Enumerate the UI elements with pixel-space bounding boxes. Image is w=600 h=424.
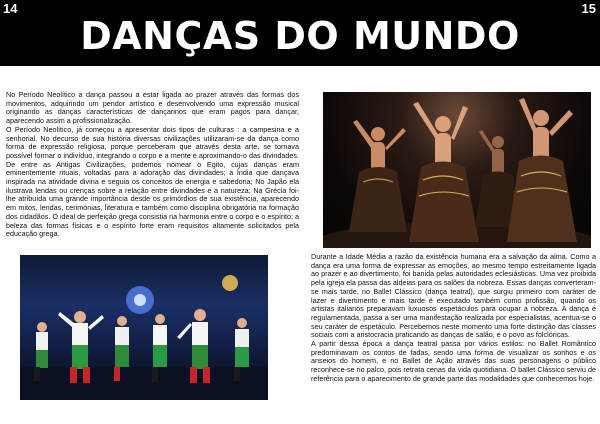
folk-dance-photo bbox=[20, 255, 268, 400]
paragraph: No Período Neolítico a dança passou a estar ligada ao prazer através das formas dos movimentos, adquirindo um pendor artístico e desenvolvendo uma expressão musical originando as danças características de dançarinos que eram pagos para dançar, aparecendo assim a profissionalização. bbox=[6, 90, 299, 126]
left-article-text bbox=[6, 91, 299, 239]
paragraph: O Período Neolítico, já começou a apresentar dois tipos de culturas : a campesina e a senhorial. No decurso de sua história diversas civilizações utilizaram-se da dança como forma de expressão religiosa, porque perceberam que através desta arte, se tornava possível formar o indivíduo, integrando o corpo e a mente e aproximando-o das divindades. De entre as Antigas Civilizações, podemos nomear o Egito, cujas danças eram eminentemente rituais, voltadas para a adoração das divindades; a Índia que dançava inspirada na atividade divina e seguia os conceitos de energia e sabedoria; No Japão ela ilustrava lendas ou crenças sobre a relação entre divindades e a natureza; Na Grécia foi-lhe atribuída uma grande importância desde os primórdios de sua existência, aparecendo em mitos, lendas, cerimónias, literatura e também como disciplina obrigatória na formação dos cidadãos. O ideal de perfeição grega consistia na harmonia entre o corpo e o espírito; a beleza das formas físicas e o espírito forte eram requisitos altamente solicitados pela educação grega. bbox=[6, 124, 299, 239]
paragraph: A partir dessa época a dança teatral passa por vários estilos: no Ballet Romântico predominavam os contos de fadas, sendo uma forma de visualizar os sonhos e os anseios do homem, e no Ballet de Ação através das suas personagens o público reconhece-se no palco, pois retrata cenas da vida quotidiana. O ballet Clássico serviu de referência para o aparecimento de grande parte das modalidades que conhecemos hoje. bbox=[311, 339, 596, 383]
paragraph: Durante a Idade Média a razão da existência humana era a salvação da alma. Como a dança era uma forma de expressar as emoções, ao mesmo tempo estreitamente ligada ao prazer e ao divertimento, foi banida pelas autoridades eclesiásticas. Uma vez proibida pela igreja ela passa das aldeias para os salões da nobreza. Essas danças converteram-se mais tarde, no Ballet Clássico (dança teatral), que surgiu primeiro com caráter de lazer e divertimento e mais tarde é executado também como profissão, quando os artistas italianos preparavam luxuosos espetáculos para ocupar a nobreza. A dança é regulamentada, passa a ser uma manifestação realizada por especialistas, acentua-se o seu caráter de espetáculo. Percebemos neste momento uma forte distinção das classes sociais com a aristocracia praticando as danças de salão, e o povo as folclóricas. bbox=[311, 252, 596, 340]
page-number-left: 14 bbox=[3, 1, 18, 16]
right-article-text bbox=[311, 253, 596, 384]
page-title: DANÇAS DO MUNDO bbox=[80, 14, 520, 58]
belly-dance-photo bbox=[323, 92, 591, 248]
header-bar bbox=[0, 0, 600, 66]
page-number-right: 15 bbox=[581, 1, 596, 16]
dancer-figure bbox=[353, 120, 406, 172]
